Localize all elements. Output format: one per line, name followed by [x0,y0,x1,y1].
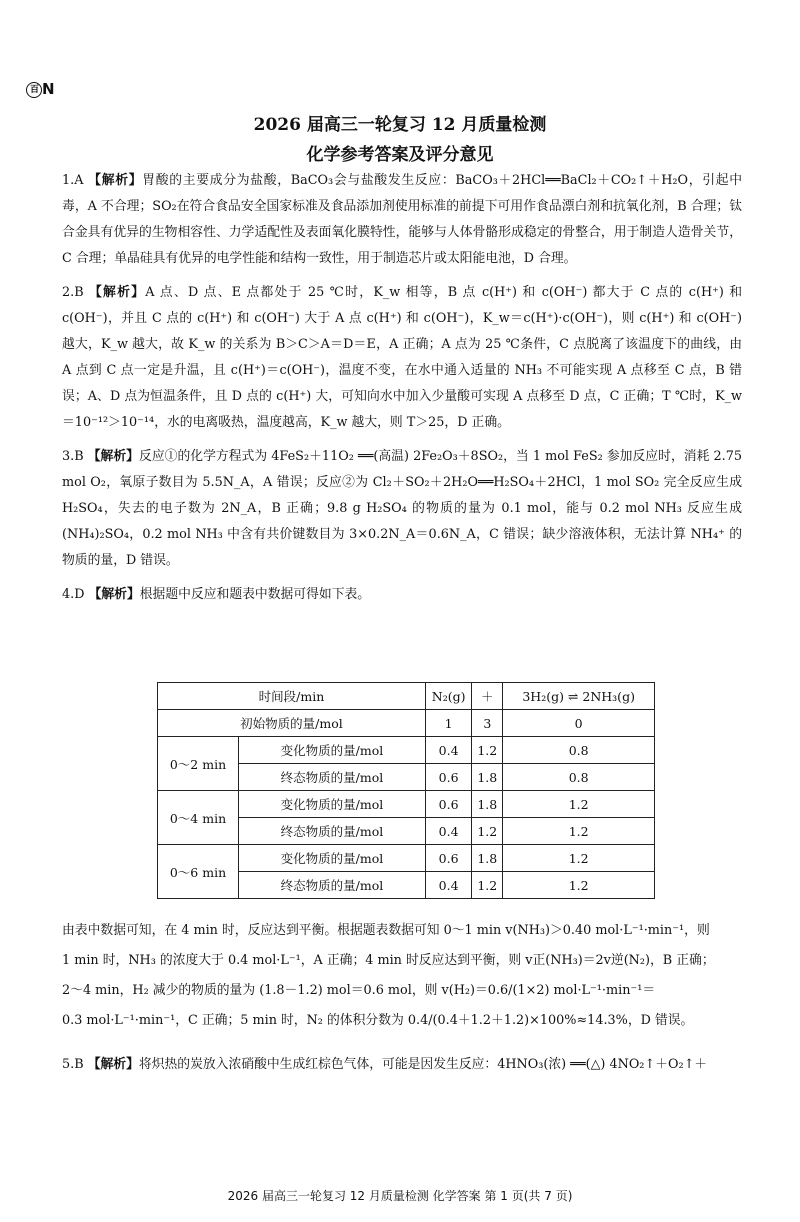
answers-block [62,168,742,616]
table-cell: 1 [425,710,471,737]
table-cell: 0.6 [425,764,471,791]
table-cell: 0.6 [425,845,471,872]
table-cell: 1.2 [503,791,655,818]
page-footer: 2026 届高三一轮复习 12 月质量检测 化学答案 第 1 页(共 7 页) [227,1189,573,1203]
answer-tag: 【解析】 [88,587,140,602]
answer-text: A 点、D 点、E 点都处于 25 ℃时，K_w 相等，B 点 c(H⁺) 和 c(OH⁻) 都大于 C 点的 c(H⁺) 和 c(OH⁻)，并且 C 点的 c(H⁺) 和 c(OH⁻) 大于 A 点 c(H⁺) 和 c(OH⁻)，K_w＝c(H⁺)·c(OH⁻)，则 c(H⁺) 和 c(OH⁻) 越大，K_w 越大，故 K_w 的关系为 B＞C＞A＝D＝E，A 正确；A 点为 25 ℃条件，C 点脱离了该温度下的曲线，由 A 点到 C 点一定是升温，且 c(H⁺)＝c(OH⁻)，温度不变，在水中通入适量的 NH₃ 不可能实现 A 点移至 C 点，B 错误；A、D 点为恒温条件，且 D 点的 c(H⁺) 大，可知向水中加入少量酸可实现 A 点移至 D 点，C 正确；T ℃时，K_w＝10⁻¹²＞10⁻¹⁴，水的电离吸热，温度越高，K_w 越大，则 T＞25，D 正确。 [62,285,743,430]
table-cell: 1.2 [503,818,655,845]
answer-text: 反应①的化学方程式为 4FeS₂＋11O₂ ══(高温) 2Fe₂O₃＋8SO₂，当 1 mol FeS₂ 参加反应时，消耗 2.75 mol O₂，氧原子数目为 5.5N_A，A 错误；反应②为 Cl₂＋SO₂＋2H₂O══H₂SO₄＋2HCl，1 mol SO₂ 完全反应生成 H₂SO₄，失去的电子数为 2N_A，B 正确；9.8 g H₂SO₄ 的物质的量为 0.1 mol，能与 0.2 mol NH₃ 反应生成 (NH₄)₂SO₄，0.2 mol NH₃ 中含有共价键数目为 3×0.2N_A＝0.6N_A，C 错误；缺少溶液体积，无法计算 NH₄⁺ 的物质的量，D 错误。 [62,449,742,568]
text-line: 0.3 mol·L⁻¹·min⁻¹，C 正确；5 min 时，N₂ 的体积分数为 0.4/(0.4＋1.2＋1.2)×100%≈14.3%，D 错误。 [62,1013,694,1028]
answer-tag: 【解析】 [88,285,146,300]
table-period-cell: 0～2 min [158,737,239,791]
answer-3 [62,444,742,574]
answer-text: 胃酸的主要成分为盐酸，BaCO₃会与盐酸发生反应：BaCO₃＋2HCl══BaCl₂＋CO₂↑＋H₂O，引起中毒，A 不合理；SO₂在符合食品安全国家标准及食品添加剂使用标准的前提下可用作食品漂白剂和抗氧化剂，B 合理；钛合金具有优异的生物相容性、力学适配性及表面氧化膜特性，能够与人体骨骼形成稳定的骨整合，用于制造人造骨关节，C 合理；单晶硅具有优异的电学性能和结构一致性，用于制造芯片或太阳能电池，D 合理。 [62,173,742,266]
table-cell: 终态物质的量/mol [239,764,426,791]
table-cell: 1.8 [472,791,503,818]
table-header-cell: N₂(g) [425,683,471,710]
logo [26,80,54,98]
table-cell: 1.8 [472,845,503,872]
table-header-cell: 3H₂(g) ⇌ 2NH₃(g) [503,683,655,710]
table-cell: 1.2 [503,872,655,899]
answer-number: 2.B [62,285,84,300]
table-cell: 0 [503,710,655,737]
table-cell: 0.4 [425,872,471,899]
data-table [157,682,655,899]
answer-1 [62,168,742,272]
answer-tag: 【解析】 [87,1057,139,1072]
table-cell: 0.4 [425,818,471,845]
table-cell: 终态物质的量/mol [239,872,426,899]
table-cell: 0.6 [425,791,471,818]
answer-text: 根据题中反应和题表中数据可得如下表。 [139,587,371,602]
table-header-cell: 时间段/min [158,683,426,710]
text-line: 2～4 min，H₂ 减少的物质的量为 (1.8－1.2) mol＝0.6 mol，则 v(H₂)＝0.6/(1×2) mol·L⁻¹·min⁻¹＝ [62,983,656,998]
table-cell: 0.8 [503,737,655,764]
answer-number: 3.B [62,449,84,464]
table-cell: 1.2 [503,845,655,872]
table-cell: 1.8 [472,764,503,791]
table-cell: 1.2 [472,818,503,845]
table-cell: 变化物质的量/mol [239,845,426,872]
table-header-row [158,683,655,710]
table-row [158,737,655,764]
text-line: 1 min 时，NH₃ 的浓度大于 0.4 mol·L⁻¹，A 正确；4 min 时反应达到平衡，则 v正(NH₃)＝2v逆(N₂)，B 正确； [62,953,715,968]
answer-number: 4.D [62,587,85,602]
after-table-text [62,916,742,1080]
page-subtitle: 化学参考答案及评分意见 [306,145,494,165]
table-cell: 变化物质的量/mol [239,791,426,818]
table-cell: 0.8 [503,764,655,791]
answer-tag: 【解析】 [87,449,139,464]
table-period-cell: 0～4 min [158,791,239,845]
table-row [158,845,655,872]
table-cell: 1.2 [472,737,503,764]
table-period-cell: 0～6 min [158,845,239,899]
table-cell: 终态物质的量/mol [239,818,426,845]
answer-number: 5.B [62,1057,84,1072]
table-cell: 初始物质的量/mol [158,710,426,737]
answer-5 [62,1050,742,1080]
table-header-cell: ＋ [472,683,503,710]
table-cell: 变化物质的量/mol [239,737,426,764]
logo-text: N [42,80,54,98]
table-cell: 1.2 [472,872,503,899]
answer-text: 将炽热的炭放入浓硝酸中生成红棕色气体，可能是因发生反应：4HNO₃(浓) ══(△) 4NO₂↑＋O₂↑＋ [138,1057,708,1072]
table-row [158,710,655,737]
answer-4 [62,582,742,608]
logo-circle: 百 [26,82,42,98]
text-line: 由表中数据可知，在 4 min 时，反应达到平衡。根据题表数据可知 0～1 min v(NH₃)＞0.40 mol·L⁻¹·min⁻¹，则 [62,923,710,938]
table-row [158,791,655,818]
answer-2 [62,280,742,436]
table-cell: 0.4 [425,737,471,764]
answer-number: 1.A [62,173,84,188]
answer-tag: 【解析】 [88,173,143,188]
table-cell: 3 [472,710,503,737]
page-title: 2026 届高三一轮复习 12 月质量检测 [253,115,547,135]
